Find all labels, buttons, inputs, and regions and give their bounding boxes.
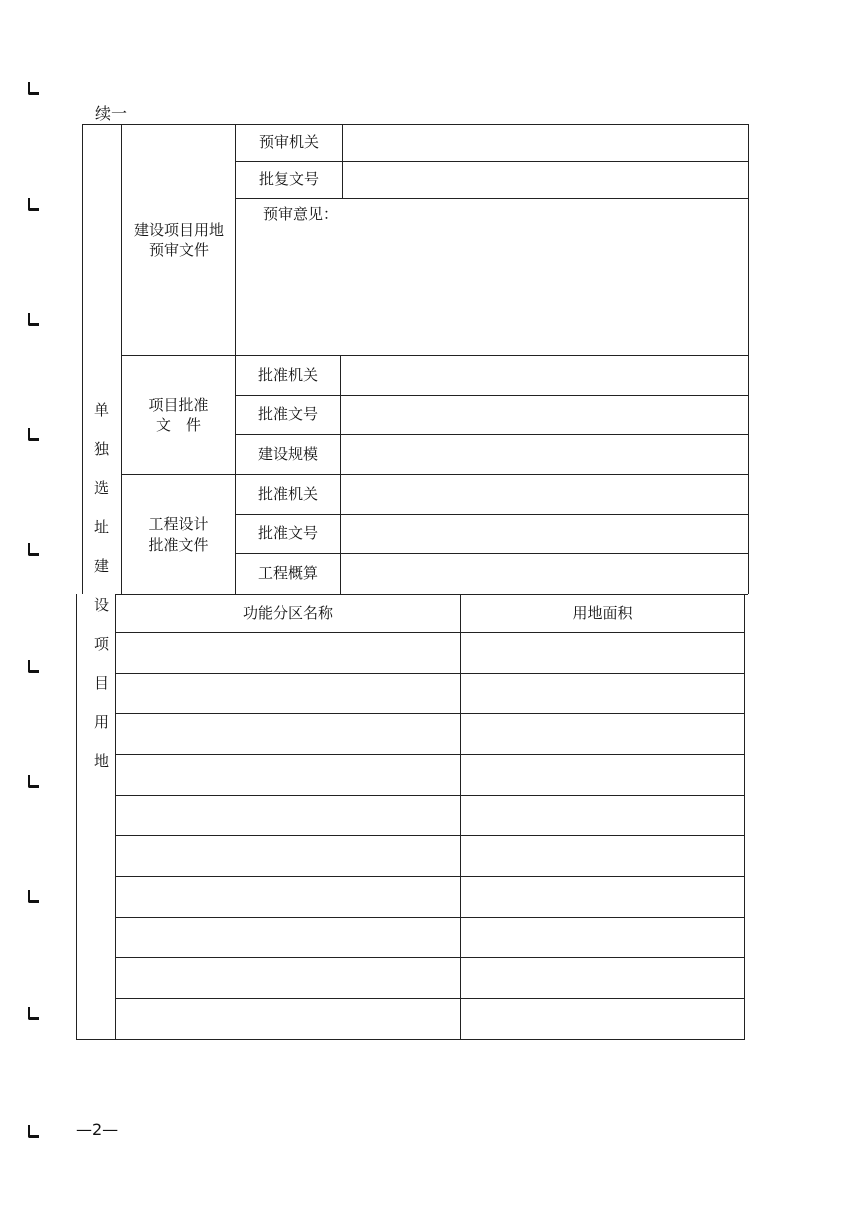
zone-name-header: 功能分区名称 [242,604,333,623]
field-approval-doc-no[interactable] [344,163,746,197]
zone-name-cell[interactable] [117,959,459,997]
zone-name-cell[interactable] [117,675,459,712]
field-project-budget[interactable] [342,555,746,593]
binding-mark [28,1007,39,1020]
field-design-number[interactable] [342,516,746,552]
side-label [82,391,121,781]
field-approval-authority[interactable] [342,357,746,394]
binding-mark [28,198,39,211]
label-review-authority: 预审机关 [258,133,319,152]
side-label-char: 址 [93,518,109,536]
zone-name-cell[interactable] [117,797,459,834]
binding-mark [28,82,39,95]
section-design-approval: 工程设计批准文件 [148,515,209,554]
side-label-char: 地 [93,752,109,770]
continuation-label: 续一 [95,104,128,123]
land-area-cell[interactable] [462,675,743,712]
side-label-char: 选 [93,479,109,497]
binding-mark [28,660,39,673]
page-number: —2— [76,1120,119,1139]
field-review-authority[interactable] [344,126,746,160]
label-design-number: 批准文号 [257,524,318,543]
zone-name-cell[interactable] [117,837,459,875]
side-label-char: 项 [93,635,109,653]
side-label-char: 独 [93,440,109,458]
land-area-cell[interactable] [462,959,743,997]
zone-name-cell[interactable] [117,756,459,794]
side-label-char: 设 [93,596,109,614]
field-construction-scale[interactable] [342,436,746,473]
label-construction-scale: 建设规模 [257,444,318,463]
side-label-char: 单 [93,401,109,419]
label-design-authority: 批准机关 [257,484,318,503]
binding-mark [28,543,39,556]
binding-mark [28,775,39,788]
field-approval-number[interactable] [342,397,746,433]
land-area-cell[interactable] [462,1000,743,1038]
land-area-cell[interactable] [462,919,743,956]
land-area-cell[interactable] [462,715,743,753]
field-design-authority[interactable] [342,476,746,513]
label-approval-authority: 批准机关 [257,365,318,384]
section-project-approval: 项目批准文 件 [148,395,209,434]
side-label-char: 用 [93,713,109,731]
label-approval-number: 批准文号 [257,405,318,424]
label-review-opinion: 预审意见： [263,205,339,223]
label-approval-doc-no: 批复文号 [258,170,319,189]
side-label-char: 建 [93,557,109,575]
land-area-cell[interactable] [462,756,743,794]
land-area-cell[interactable] [462,837,743,875]
section-pre-review: 建设项目用地预审文件 [133,220,224,259]
land-area-header: 用地面积 [572,604,633,623]
binding-mark [28,428,39,441]
field-review-opinion[interactable] [237,226,746,352]
binding-mark [28,313,39,326]
zone-name-cell[interactable] [117,919,459,956]
binding-mark [28,890,39,903]
side-label-char: 目 [93,674,109,692]
zone-name-cell[interactable] [117,1000,459,1038]
zone-name-cell[interactable] [117,878,459,916]
binding-mark [28,1125,39,1138]
zone-name-cell[interactable] [117,634,459,672]
land-area-cell[interactable] [462,634,743,672]
land-area-cell[interactable] [462,797,743,834]
land-area-cell[interactable] [462,878,743,916]
zone-name-cell[interactable] [117,715,459,753]
label-project-budget: 工程概算 [257,564,318,583]
